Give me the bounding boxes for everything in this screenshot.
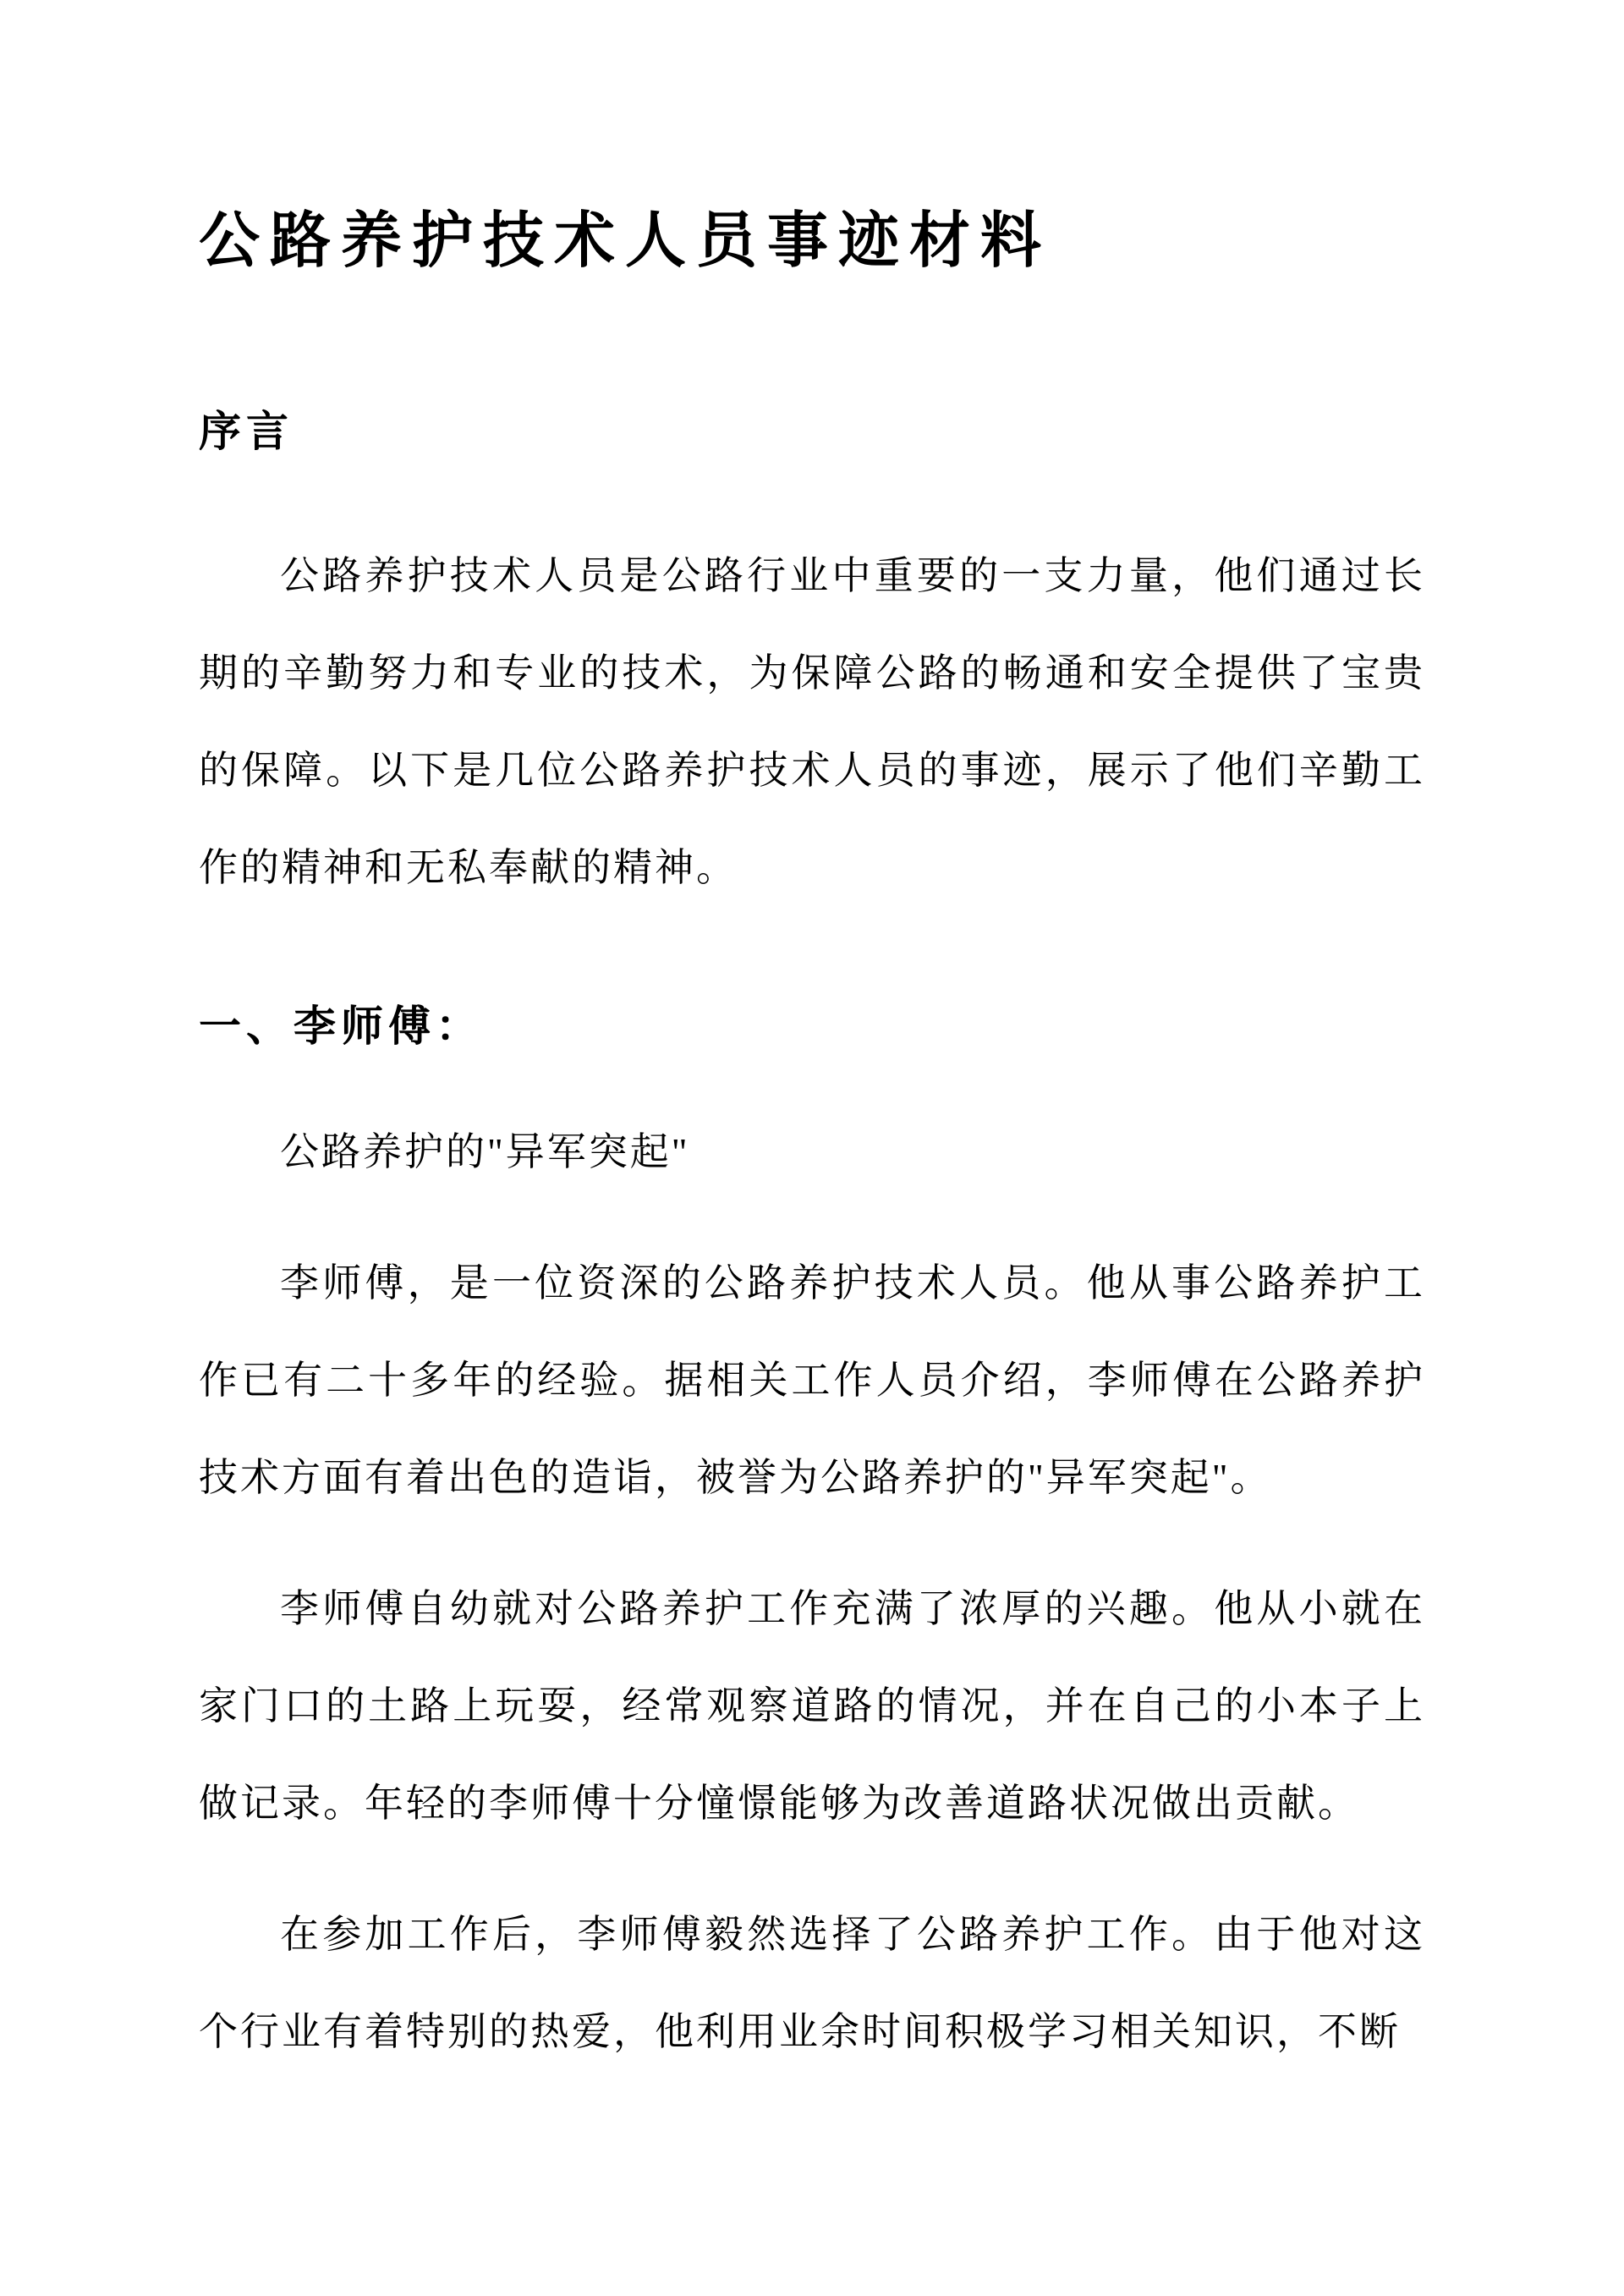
body-paragraph-2: 李师傅自幼就对公路养护工作充满了浓厚的兴趣。他从小就在家门口的土路上玩耍，经常观察道路的情况，并在自己的小本子上做记录。年轻的李师傅十分憧憬能够为改善道路状况做出贡献。 (199, 1587, 1425, 1825)
section-subtitle: 公路养护的"异军突起" (280, 1130, 690, 1173)
section-heading-li-shifu: 一、李师傅： (199, 1002, 483, 1050)
document-title: 公路养护技术人员事迹材料 (199, 207, 1052, 275)
preface-heading: 序言 (199, 408, 294, 455)
preface-paragraph: 公路养护技术人员是公路行业中重要的一支力量，他们通过长期的辛勤努力和专业的技术，为保障公路的畅通和安全提供了宝贵的保障。以下是几位公路养护技术人员的事迹，展示了他们辛勤工作的精神和无私奉献的精神。 (199, 554, 1425, 889)
body-paragraph-1: 李师傅，是一位资深的公路养护技术人员。他从事公路养护工作已有二十多年的经验。据相关工作人员介绍，李师傅在公路养护技术方面有着出色的造诣，被誉为公路养护的"异军突起"。 (199, 1261, 1425, 1499)
body-paragraph-3: 在参加工作后，李师傅毅然选择了公路养护工作。由于他对这个行业有着特别的热爱，他利用业余时间积极学习相关知识，不断 (199, 1913, 1425, 2053)
